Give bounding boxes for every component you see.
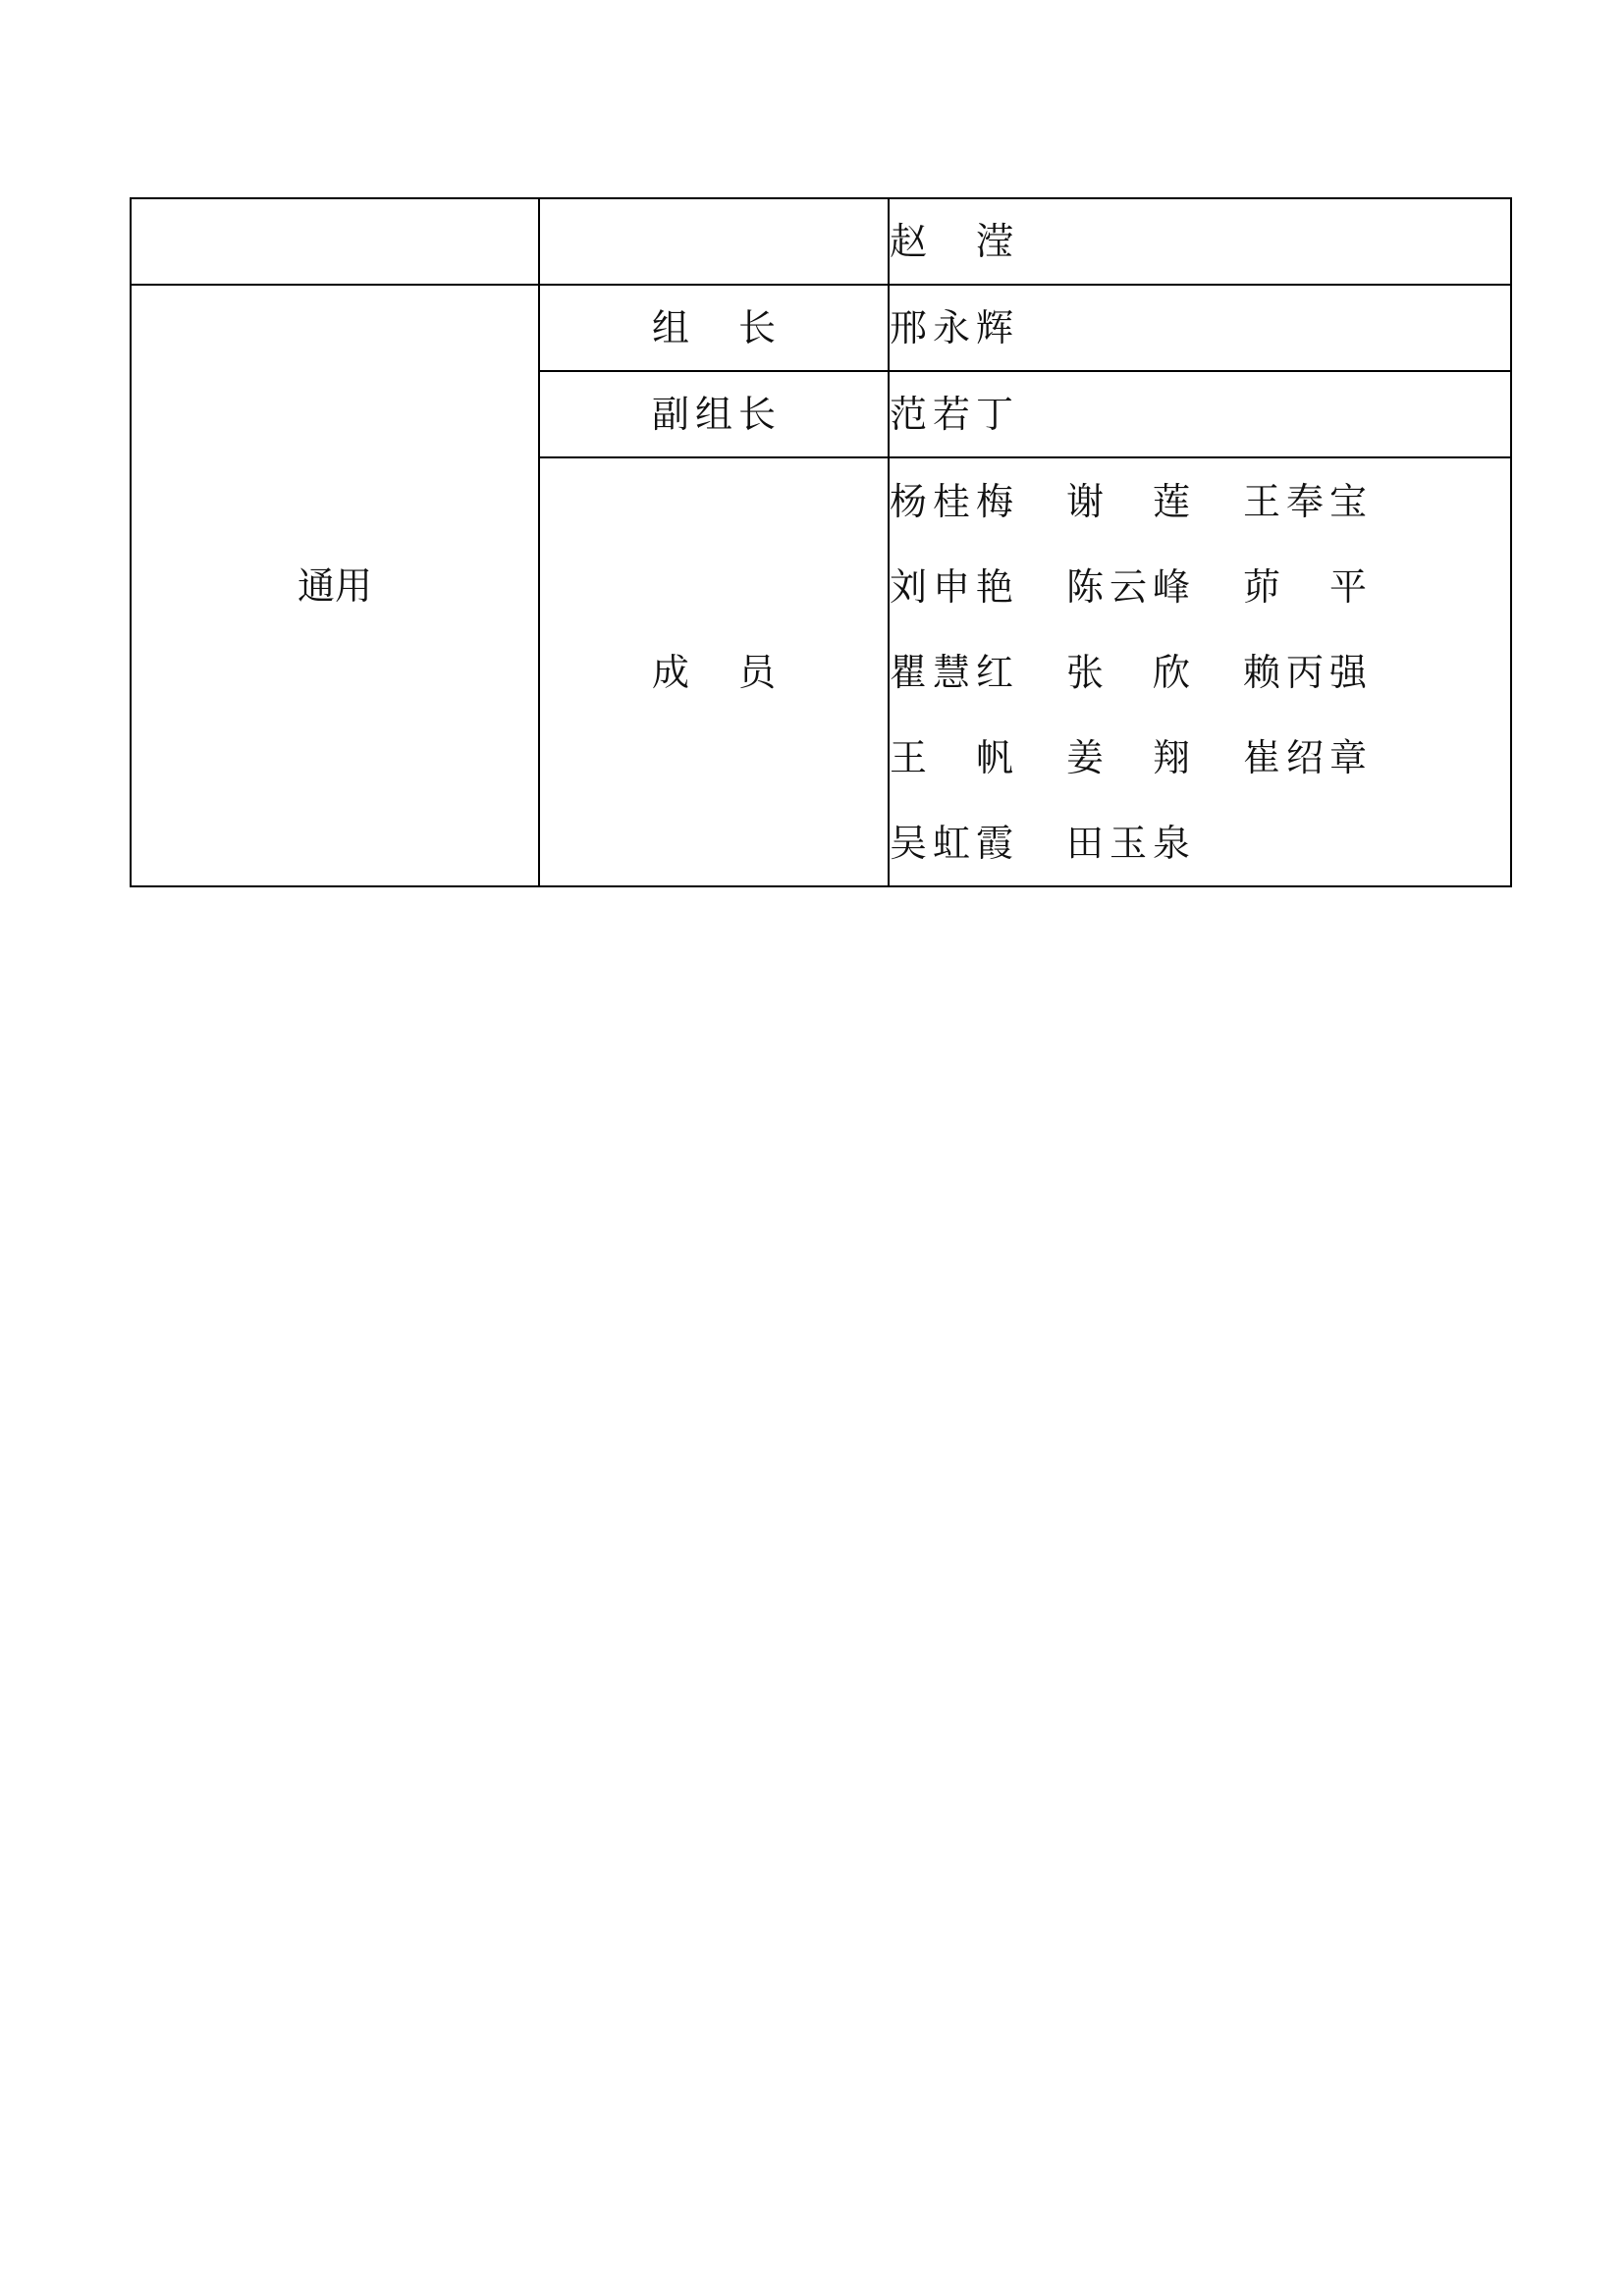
member-name: 田玉泉 xyxy=(1066,821,1190,865)
member-line xyxy=(890,458,1510,544)
member-name: 陈云峰 xyxy=(1066,564,1190,609)
member-line xyxy=(890,800,1510,885)
member-line xyxy=(890,544,1510,629)
name-cell xyxy=(889,285,1511,371)
member-name: 吴虹霞 xyxy=(890,821,1013,865)
role-cell xyxy=(539,457,889,886)
name-cell xyxy=(889,198,1511,285)
person-name: 赵 滢 xyxy=(890,220,1013,263)
member-line xyxy=(890,629,1510,715)
deputy-name: 范若丁 xyxy=(890,393,1013,436)
role-cell xyxy=(539,285,889,371)
member-name: 瞿慧红 xyxy=(890,650,1013,694)
group-label: 通用 xyxy=(297,563,372,608)
leader-title: 组 长 xyxy=(652,306,776,349)
role-cell-empty xyxy=(539,198,889,285)
member-name: 张 欣 xyxy=(1066,650,1190,694)
member-name: 姜 翔 xyxy=(1066,735,1190,779)
member-line xyxy=(890,715,1510,800)
member-name: 茆 平 xyxy=(1243,564,1367,609)
members-title: 成 员 xyxy=(652,650,776,694)
roster-table xyxy=(130,197,1512,887)
member-name: 王 帆 xyxy=(890,735,1013,779)
name-cell xyxy=(889,371,1511,457)
group-label-cell xyxy=(131,285,539,886)
member-name: 杨桂梅 xyxy=(890,479,1013,523)
table-row xyxy=(131,285,1511,371)
leader-name: 邢永辉 xyxy=(890,306,1013,349)
member-name: 赖丙强 xyxy=(1243,650,1367,694)
group-cell-empty xyxy=(131,198,539,285)
member-name: 王奉宝 xyxy=(1243,479,1367,523)
member-name: 刘申艳 xyxy=(890,564,1013,609)
member-name: 崔绍章 xyxy=(1243,735,1367,779)
deputy-title: 副组长 xyxy=(652,393,776,436)
members-cell xyxy=(889,457,1511,886)
table-row xyxy=(131,198,1511,285)
role-cell xyxy=(539,371,889,457)
member-name: 谢 莲 xyxy=(1066,479,1190,523)
